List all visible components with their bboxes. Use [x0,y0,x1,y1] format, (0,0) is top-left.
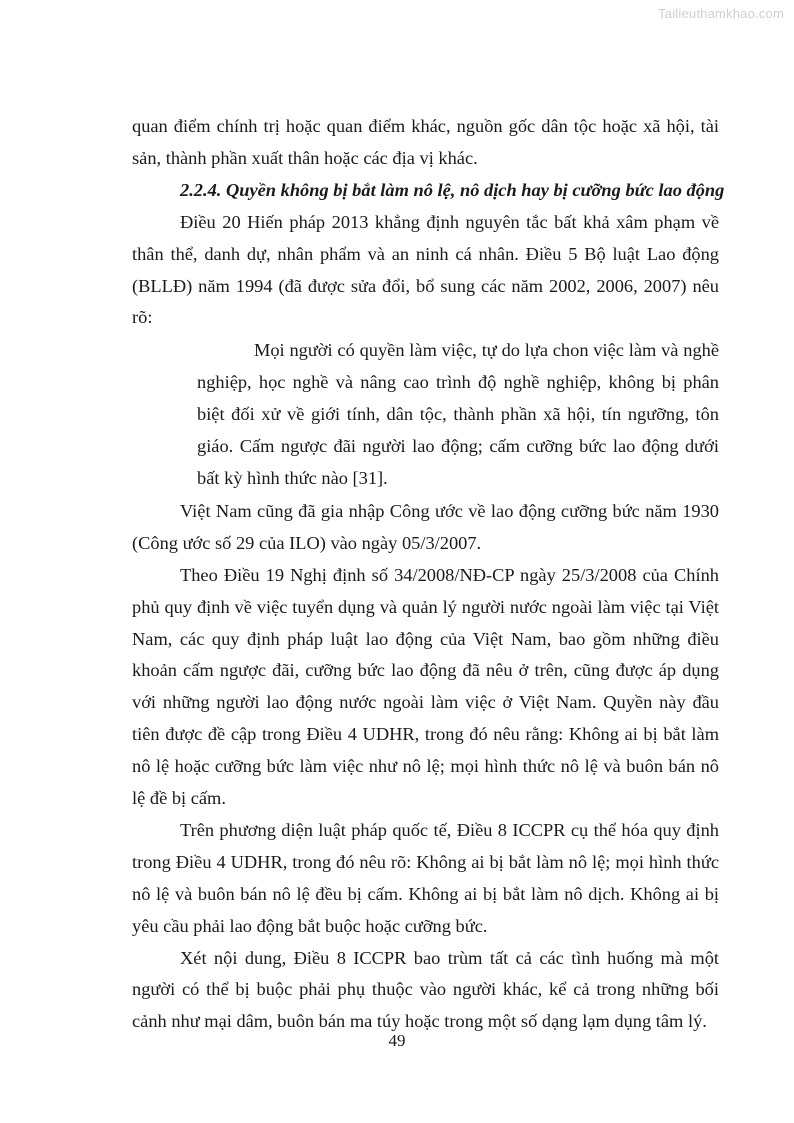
paragraph: Việt Nam cũng đã gia nhập Công ước về lao động cưỡng bức năm 1930 (Công ước số 29 của ILO) vào ngày 05/3/2007. [132,500,719,553]
paragraph: Điều 20 Hiến pháp 2013 khẳng định nguyên tắc bất khả xâm phạm về thân thể, danh dự, nhân phẩm và an ninh cá nhân. Điều 5 Bộ luật Lao động (BLLĐ) năm 1994 (đã được sửa đổi, bổ sung các năm 2002, 2006, 2007) nêu rõ: [132,211,719,328]
paragraph: Trên phương diện luật pháp quốc tế, Điều 8 ICCPR cụ thể hóa quy định trong Điều 4 UDHR, trong đó nêu rõ: Không ai bị bắt làm nô lệ; mọi hình thức nô lệ và buôn bán nô lệ đều bị cấm. Không ai bị bắt làm nô dịch. Không ai bị yêu cầu phải lao động bắt buộc hoặc cưỡng bức. [132,819,719,936]
paragraph: Theo Điều 19 Nghị định số 34/2008/NĐ-CP ngày 25/3/2008 của Chính phủ quy định về việc tuyển dụng và quản lý người nước ngoài làm việc tại Việt Nam, các quy định pháp luật lao động của Việt Nam, bao gồm những điều khoản cấm ngược đãi, cưỡng bức lao động đã nêu ở trên, cũng được áp dụng với những người lao động nước ngoài làm việc ở Việt Nam. Quyền này đầu tiên được đề cập trong Điều 4 UDHR, trong đó nêu rằng: Không ai bị bắt làm nô lệ hoặc cưỡng bức làm việc như nô lệ; mọi hình thức nô lệ và buôn bán nô lệ đề bị cấm. [132,564,719,809]
paragraph-continued: quan điểm chính trị hoặc quan điểm khác, nguồn gốc dân tộc hoặc xã hội, tài sản, thành phần xuất thân hoặc các địa vị khác. [132,116,719,168]
paragraph: Xét nội dung, Điều 8 ICCPR bao trùm tất cả các tình huống mà một người có thể bị buộc phải phụ thuộc vào người khác, kể cả trong những bối cảnh như mại dâm, buôn bán ma túy hoặc trong một số dạng lạm dụng tâm lý. [132,947,719,1032]
page-number: 49 [388,1031,406,1050]
section-heading: 2.2.4. Quyền không bị bắt làm nô lệ, nô dịch hay bị cưỡng bức lao động [180,179,725,200]
block-quote: Mọi người có quyền làm việc, tự do lựa chon việc làm và nghề nghiệp, học nghề và nâng cao trình độ nghề nghiệp, không bị phân biệt đối xử về giới tính, dân tộc, thành phần xã hội, tín ngưỡng, tôn giáo. Cấm ngược đãi người lao động; cấm cưỡng bức lao động dưới bất kỳ hình thức nào [31]. [197,340,719,488]
watermark: Tailieuthamkhao.com [658,6,784,21]
page-body [132,111,725,1038]
